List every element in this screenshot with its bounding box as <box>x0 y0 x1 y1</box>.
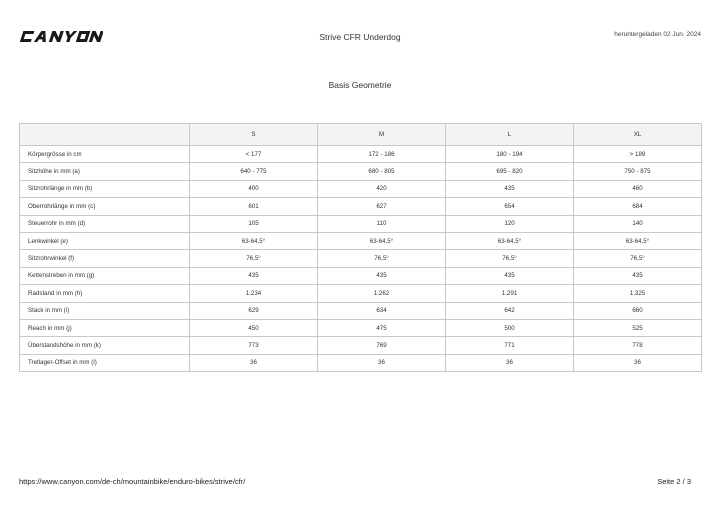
table-row <box>20 302 702 319</box>
download-date: heruntergeladen 02 Jun. 2024 <box>614 31 701 38</box>
row-label: Körpergrösse in cm <box>20 146 190 163</box>
table-cell: 172 - 186 <box>318 146 446 163</box>
row-label: Überstandshöhe in mm (k) <box>20 337 190 354</box>
geometry-table <box>19 123 702 372</box>
table-cell: 680 - 805 <box>318 163 446 180</box>
table-cell: 76,5° <box>446 250 574 267</box>
section-title: Basis Geometrie <box>328 80 392 90</box>
table-cell: 435 <box>190 267 318 284</box>
table-cell: 1.234 <box>190 285 318 302</box>
table-cell: 76,5° <box>574 250 702 267</box>
table-cell: 684 <box>574 198 702 215</box>
table-row <box>20 198 702 215</box>
table-row <box>20 337 702 354</box>
table-cell: 769 <box>318 337 446 354</box>
column-header-size: M <box>318 124 446 146</box>
table-cell: 435 <box>446 267 574 284</box>
row-label: Lenkwinkel (e) <box>20 232 190 249</box>
table-cell: 695 - 820 <box>446 163 574 180</box>
table-cell: > 189 <box>574 146 702 163</box>
table-row <box>20 319 702 336</box>
table-row <box>20 180 702 197</box>
row-label: Sitzrohrwinkel (f) <box>20 250 190 267</box>
table-cell: 36 <box>190 354 318 371</box>
table-cell: 63-64,5° <box>318 232 446 249</box>
table-row <box>20 163 702 180</box>
table-row <box>20 267 702 284</box>
column-header-size: S <box>190 124 318 146</box>
table-cell: 640 - 775 <box>190 163 318 180</box>
table-cell: 750 - 875 <box>574 163 702 180</box>
table-cell: 400 <box>190 180 318 197</box>
table-cell: 660 <box>574 302 702 319</box>
table-cell: 105 <box>190 215 318 232</box>
table-header-row <box>20 124 702 146</box>
row-label: Tretlager-Offset in mm (l) <box>20 354 190 371</box>
row-label: Radstand in mm (h) <box>20 285 190 302</box>
table-cell: 435 <box>446 180 574 197</box>
table-cell: 654 <box>446 198 574 215</box>
table-cell: 450 <box>190 319 318 336</box>
table-cell: 435 <box>574 267 702 284</box>
table-cell: 36 <box>574 354 702 371</box>
row-label: Kettenstreben in mm (g) <box>20 267 190 284</box>
table-cell: 627 <box>318 198 446 215</box>
table-cell: 110 <box>318 215 446 232</box>
table-cell: 63-64,5° <box>190 232 318 249</box>
table-body <box>20 146 702 372</box>
table-cell: 180 - 194 <box>446 146 574 163</box>
column-header-label <box>20 124 190 146</box>
table-cell: 460 <box>574 180 702 197</box>
table-cell: 500 <box>446 319 574 336</box>
page-number: Seite 2 / 3 <box>657 477 691 486</box>
source-url: https://www.canyon.com/de-ch/mountainbike/enduro-bikes/strive/cfr/ <box>19 477 246 486</box>
table-cell: 36 <box>318 354 446 371</box>
row-label: Stack in mm (i) <box>20 302 190 319</box>
table-cell: 771 <box>446 337 574 354</box>
table-row <box>20 285 702 302</box>
table-cell: 420 <box>318 180 446 197</box>
table-cell: 140 <box>574 215 702 232</box>
table-cell: 76,5° <box>318 250 446 267</box>
table-row <box>20 354 702 371</box>
row-label: Sitzhöhe in mm (a) <box>20 163 190 180</box>
table-cell: < 177 <box>190 146 318 163</box>
table-cell: 601 <box>190 198 318 215</box>
table-row <box>20 250 702 267</box>
table-cell: 1.262 <box>318 285 446 302</box>
row-label: Oberrohrlänge in mm (c) <box>20 198 190 215</box>
table-row <box>20 215 702 232</box>
table-cell: 36 <box>446 354 574 371</box>
table-cell: 63-64,5° <box>446 232 574 249</box>
table-cell: 76,5° <box>190 250 318 267</box>
table-cell: 629 <box>190 302 318 319</box>
row-label: Reach in mm (j) <box>20 319 190 336</box>
row-label: Sitzrohrlänge in mm (b) <box>20 180 190 197</box>
table-cell: 475 <box>318 319 446 336</box>
table-row <box>20 146 702 163</box>
table-cell: 120 <box>446 215 574 232</box>
table-cell: 778 <box>574 337 702 354</box>
column-header-size: L <box>446 124 574 146</box>
table-cell: 773 <box>190 337 318 354</box>
table-row <box>20 232 702 249</box>
table-cell: 435 <box>318 267 446 284</box>
table-cell: 63-64,5° <box>574 232 702 249</box>
table-cell: 1.325 <box>574 285 702 302</box>
table-cell: 634 <box>318 302 446 319</box>
column-header-size: XL <box>574 124 702 146</box>
table-cell: 642 <box>446 302 574 319</box>
document-title: Strive CFR Underdog <box>319 32 401 42</box>
table-cell: 1.291 <box>446 285 574 302</box>
row-label: Steuerrohr in mm (d) <box>20 215 190 232</box>
table-cell: 525 <box>574 319 702 336</box>
